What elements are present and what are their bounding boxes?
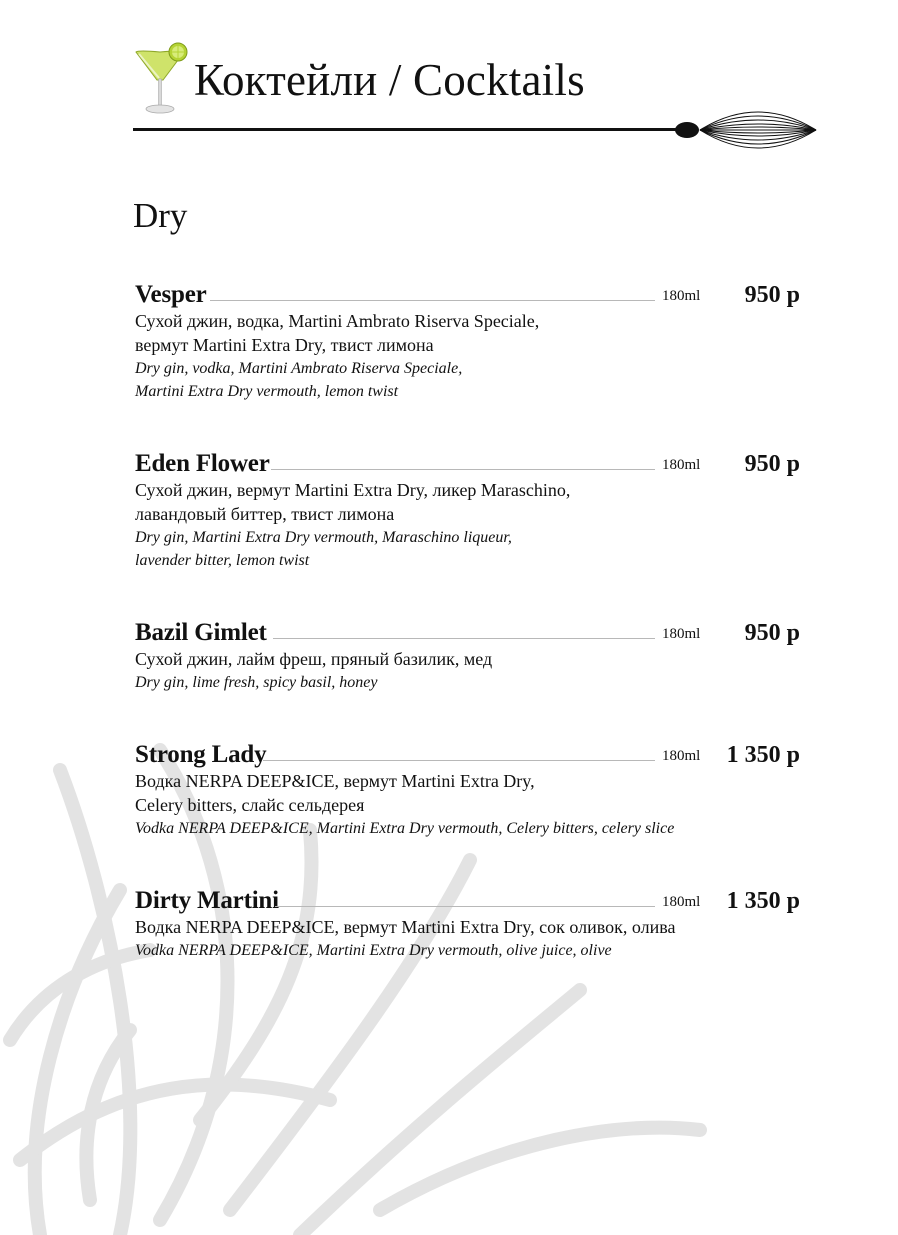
item-volume: 180ml	[662, 288, 701, 304]
menu-item-vesper	[135, 281, 805, 403]
item-name: Bazil Gimlet	[135, 619, 267, 646]
item-description-en: Martini Extra Dry vermouth, lemon twist	[135, 383, 399, 400]
item-description-ru: Водка NERPA DEEP&ICE, вермут Martini Extra Dry,	[135, 771, 535, 791]
dotted-leader	[273, 638, 655, 639]
item-description-ru: вермут Martini Extra Dry, твист лимона	[135, 335, 434, 355]
item-description-en: Dry gin, lime fresh, spicy basil, honey	[135, 674, 378, 691]
item-description-ru: лавандовый биттер, твист лимона	[135, 504, 395, 524]
item-name: Strong Lady	[135, 741, 267, 768]
item-volume: 180ml	[662, 748, 701, 764]
menu-item-bazil-gimlet	[135, 619, 805, 694]
item-description-ru: Сухой джин, водка, Martini Ambrato Riserva Speciale,	[135, 311, 540, 331]
item-description-ru: Сухой джин, лайм фреш, пряный базилик, мед	[135, 649, 493, 669]
section-title: Dry	[133, 196, 188, 235]
header-divider	[133, 128, 678, 131]
menu-item-eden-flower	[135, 450, 805, 572]
spindle-ornament-icon	[672, 100, 818, 160]
item-description-ru: Водка NERPA DEEP&ICE, вермут Martini Extra Dry, сок оливок, олива	[135, 917, 676, 937]
item-description-en: Dry gin, Martini Extra Dry vermouth, Maraschino liqueur,	[135, 529, 512, 546]
item-description-en: Dry gin, vodka, Martini Ambrato Riserva Speciale,	[135, 360, 463, 377]
item-name: Eden Flower	[135, 450, 270, 477]
page-title: Коктейли / Cocktails	[194, 55, 585, 105]
item-price: 1 350 р	[726, 742, 800, 768]
menu-item-strong-lady	[135, 741, 805, 840]
item-description-ru: Celery bitters, слайс сельдерея	[135, 795, 365, 815]
cocktail-glass-icon	[132, 42, 190, 116]
dotted-leader	[275, 906, 655, 907]
item-description-en: Vodka NERPA DEEP&ICE, Martini Extra Dry vermouth, olive juice, olive	[135, 942, 612, 959]
dotted-leader	[263, 760, 655, 761]
dotted-leader	[271, 469, 655, 470]
item-description-en: lavender bitter, lemon twist	[135, 552, 310, 569]
item-price: 950 р	[744, 620, 800, 646]
item-name: Dirty Martini	[135, 887, 279, 914]
item-price: 950 р	[744, 451, 800, 477]
item-price: 1 350 р	[726, 888, 800, 914]
menu-item-dirty-martini	[135, 887, 805, 962]
dotted-leader	[210, 300, 655, 301]
item-volume: 180ml	[662, 894, 701, 910]
item-description-ru: Сухой джин, вермут Martini Extra Dry, ликер Maraschino,	[135, 480, 571, 500]
item-name: Vesper	[135, 281, 207, 308]
item-volume: 180ml	[662, 457, 701, 473]
item-description-en: Vodka NERPA DEEP&ICE, Martini Extra Dry vermouth, Celery bitters, celery slice	[135, 820, 675, 837]
item-price: 950 р	[744, 282, 800, 308]
item-volume: 180ml	[662, 626, 701, 642]
